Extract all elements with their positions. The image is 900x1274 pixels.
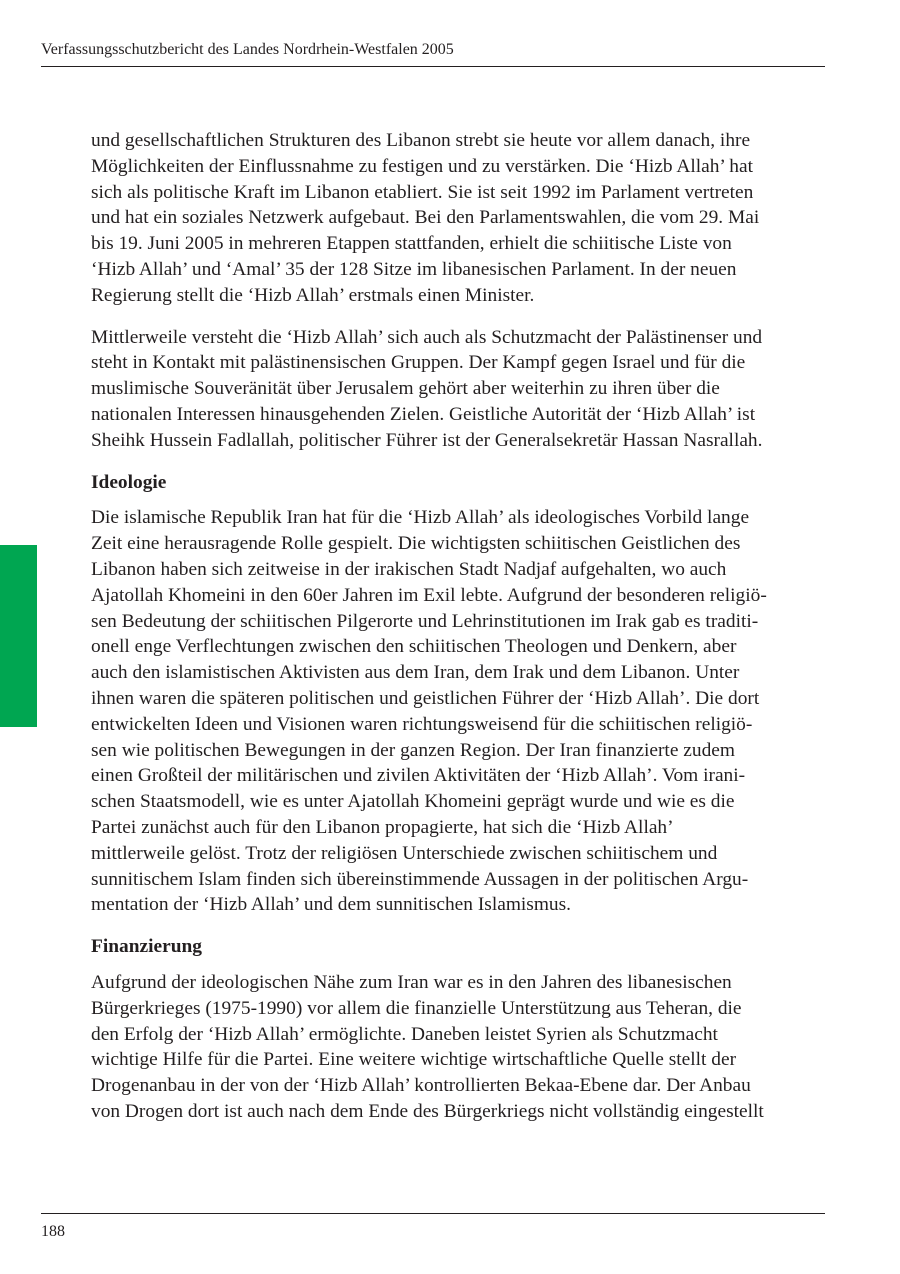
text-line: von Drogen dort ist auch nach dem Ende des Bürgerkriegs nicht vollständig eingestellt <box>91 1100 764 1122</box>
text-line: Regierung stellt die ‘Hizb Allah’ erstmals einen Minister. <box>91 284 535 306</box>
text-line: sen Bedeutung der schiitischen Pilgerorte und Lehrinstitutionen im Irak gab es traditi- <box>91 610 759 632</box>
text-line: und gesellschaftlichen Strukturen des Libanon strebt sie heute vor allem danach, ihre <box>91 130 751 151</box>
text-line: ihnen waren die späteren politischen und geistlichen Führer der ‘Hizb Allah’. Die dort <box>91 687 760 709</box>
text-line: den Erfolg der ‘Hizb Allah’ ermöglichte. Daneben leistet Syrien als Schutzmacht <box>91 1023 718 1045</box>
text-line: einen Großteil der militärischen und zivilen Aktivitäten der ‘Hizb Allah’. Vom irani- <box>91 765 746 787</box>
text-line: und hat ein soziales Netzwerk aufgebaut. Bei den Parlamentswahlen, die vom 29. Mai <box>91 207 760 229</box>
section-heading-ideologie: Ideologie <box>91 471 167 493</box>
paragraph-4 <box>91 970 827 1125</box>
text-line: entwickelten Ideen und Visionen waren richtungsweisend für die schiitischen religiö- <box>91 713 753 735</box>
text-line: onell enge Verflechtungen zwischen den schiitischen Theologen und Denkern, aber <box>91 636 737 658</box>
text-line: Die islamische Republik Iran hat für die ‘Hizb Allah’ als ideologisches Vorbild lange <box>91 507 750 529</box>
text-line: auch den islamistischen Aktivisten aus dem Iran, dem Irak und dem Libanon. Unter <box>91 662 740 684</box>
paragraph-3 <box>91 505 827 918</box>
text-line: nationalen Interessen hinausgehenden Zielen. Geistliche Autorität der ‘Hizb Allah’ ist <box>91 403 756 425</box>
text-line: steht in Kontakt mit palästinensischen Gruppen. Der Kampf gegen Israel und für die <box>91 352 746 374</box>
text-line: Aufgrund der ideologischen Nähe zum Iran war es in den Jahren des libanesischen <box>91 971 732 993</box>
footer-rule <box>41 1213 825 1214</box>
running-header: Verfassungsschutzbericht des Landes Nordrhein-Westfalen 2005 <box>41 41 454 58</box>
page-body <box>91 128 827 1125</box>
text-line: sich als politische Kraft im Libanon etabliert. Sie ist seit 1992 im Parlament vertreten <box>91 181 754 203</box>
text-line: Partei zunächst auch für den Libanon propagierte, hat sich die ‘Hizb Allah’ <box>91 816 674 838</box>
text-line: Bürgerkrieges (1975-1990) vor allem die finanzielle Unterstützung aus Teheran, die <box>91 997 742 1019</box>
text-line: Sheihk Hussein Fadlallah, politischer Führer ist der Generalsekretär Hassan Nasrallah. <box>91 429 763 451</box>
text-line: wichtige Hilfe für die Partei. Eine weitere wichtige wirtschaftliche Quelle stellt der <box>91 1049 737 1071</box>
text-line: Drogenanbau in der von der ‘Hizb Allah’ kontrollierten Bekaa-Ebene dar. Der Anbau <box>91 1075 751 1097</box>
text-line: sunnitischem Islam finden sich übereinstimmende Aussagen in der politischen Argu- <box>91 868 749 890</box>
section-heading-finanzierung: Finanzierung <box>91 936 202 958</box>
text-line: bis 19. Juni 2005 in mehreren Etappen stattfanden, erhielt die schiitische Liste von <box>91 233 732 255</box>
paragraph-2 <box>91 325 827 454</box>
paragraph-1 <box>91 128 827 309</box>
text-line: sen wie politischen Bewegungen in der ganzen Region. Der Iran finanzierte zudem <box>91 739 735 761</box>
header-rule <box>41 66 825 67</box>
text-line: Mittlerweile versteht die ‘Hizb Allah’ sich auch als Schutzmacht der Palästinenser und <box>91 326 763 348</box>
page-number: 188 <box>41 1223 65 1240</box>
text-line: mentation der ‘Hizb Allah’ und dem sunnitischen Islamismus. <box>91 894 572 916</box>
chapter-side-tab <box>0 545 37 727</box>
text-line: mittlerweile gelöst. Trotz der religiösen Unterschiede zwischen schiitischem und <box>91 842 718 864</box>
text-line: schen Staatsmodell, wie es unter Ajatollah Khomeini geprägt wurde und wie es die <box>91 791 735 813</box>
text-line: Möglichkeiten der Einflussnahme zu festigen und zu verstärken. Die ‘Hizb Allah’ hat <box>91 155 753 177</box>
text-line: Ajatollah Khomeini in den 60er Jahren im Exil lebte. Aufgrund der besonderen religiö- <box>91 584 767 606</box>
text-line: Libanon haben sich zeitweise in der irakischen Stadt Nadjaf aufgehalten, wo auch <box>91 558 727 580</box>
text-line: Zeit eine herausragende Rolle gespielt. Die wichtigsten schiitischen Geistlichen des <box>91 533 741 555</box>
text-line: ‘Hizb Allah’ und ‘Amal’ 35 der 128 Sitze im libanesischen Parlament. In der neuen <box>91 258 737 280</box>
text-line: muslimische Souveränität über Jerusalem gehört aber weiterhin zu ihren über die <box>91 378 720 400</box>
